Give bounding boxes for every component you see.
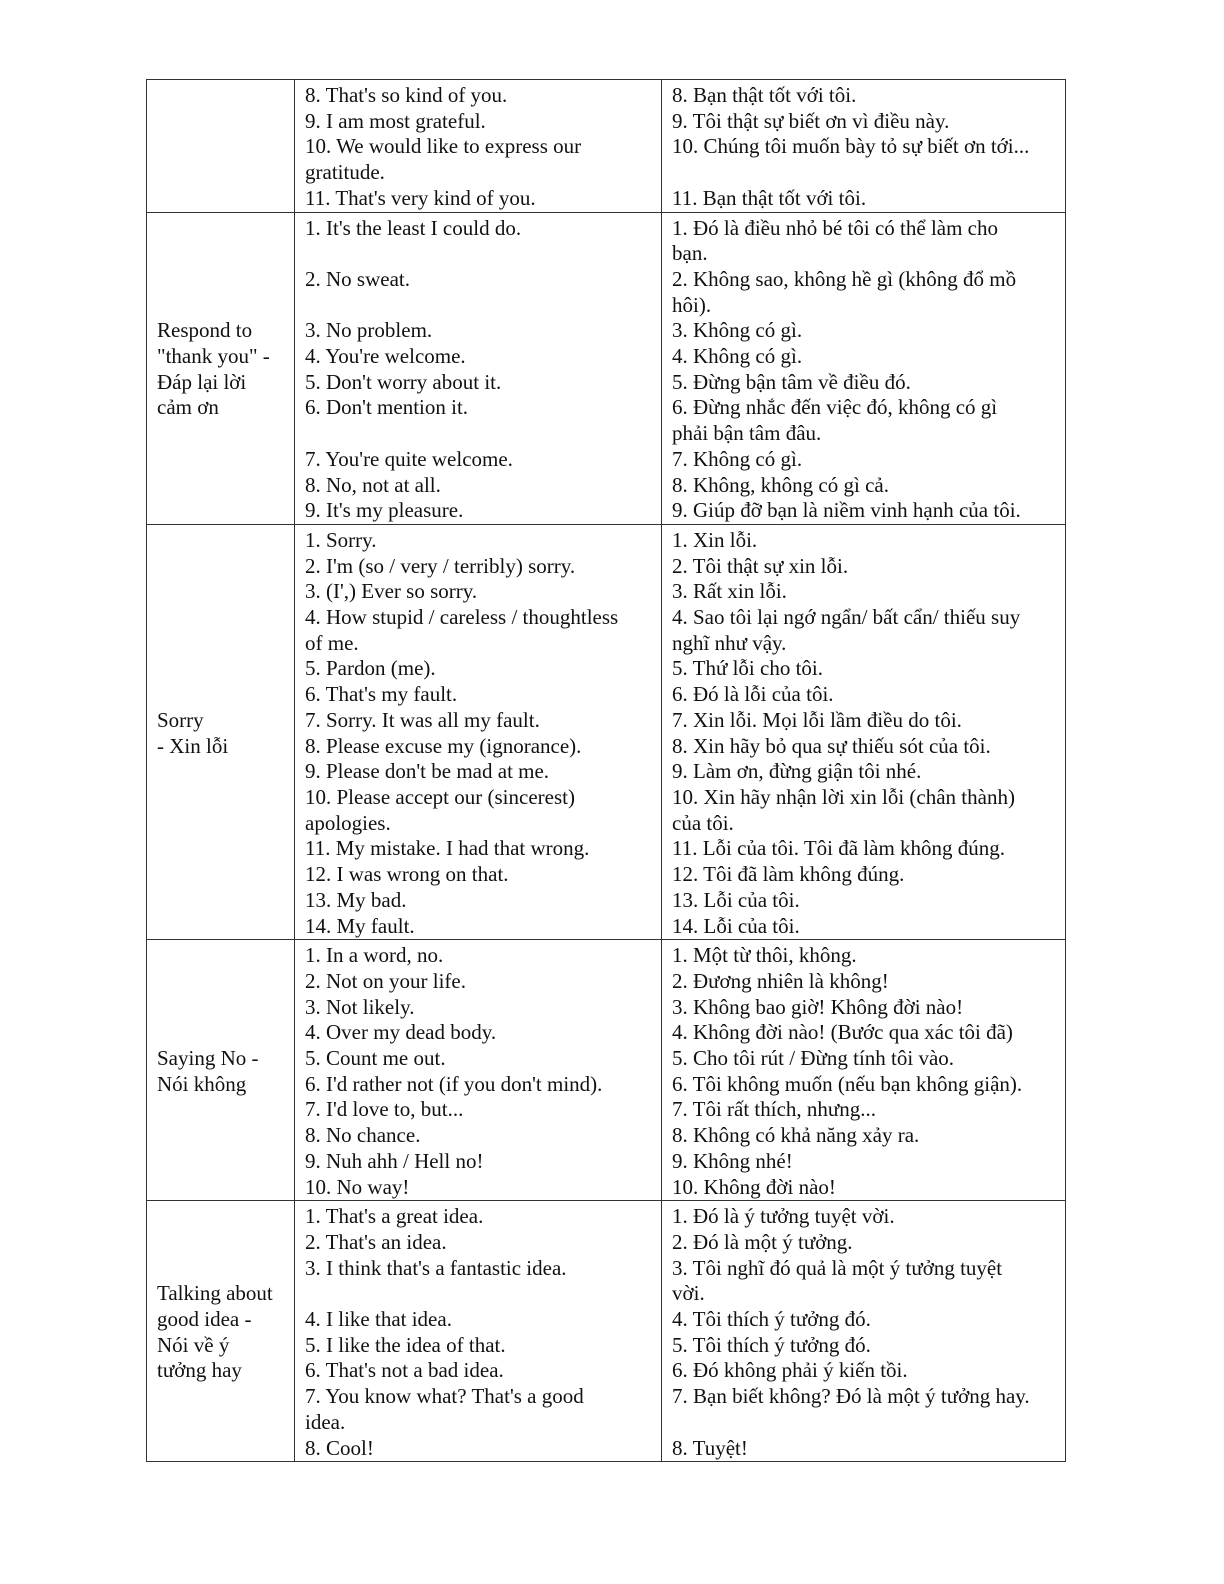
vietnamese-phrase-line: 3. Không có gì. [672, 318, 803, 343]
vietnamese-phrases-cell [662, 940, 1066, 1201]
table-row [147, 212, 1066, 524]
vietnamese-phrase-line: 2. Tôi thật sự xin lỗi. [672, 553, 849, 578]
english-phrase-line: 2. No sweat. [305, 266, 410, 291]
english-phrase-line: 7. I'd love to, but... [305, 1097, 464, 1122]
vietnamese-phrase-line: 1. Xin lỗi. [672, 527, 758, 552]
english-phrase-line: 7. You know what? That's a good [305, 1384, 584, 1409]
english-phrase-line: 7. Sorry. It was all my fault. [305, 707, 540, 732]
category-label: Talking about good idea - Nói về ý tưởng hay [157, 1281, 273, 1383]
vietnamese-phrase-line: 9. Giúp đỡ bạn là niềm vinh hạnh của tôi. [672, 498, 1021, 523]
vietnamese-phrase-line: 1. Một từ thôi, không. [672, 943, 857, 968]
vietnamese-phrase-line: của tôi. [672, 810, 734, 835]
english-phrase-line: 14. My fault. [305, 913, 415, 938]
vietnamese-phrase-line: 9. Tôi thật sự biết ơn vì điều này. [672, 108, 950, 133]
category-cell [147, 80, 295, 213]
english-phrase-line: 8. No chance. [305, 1123, 421, 1148]
english-phrase-line: of me. [305, 630, 359, 655]
english-phrase-line: 8. No, not at all. [305, 472, 441, 497]
english-phrases-cell [295, 524, 662, 939]
english-phrase-line: 1. It's the least I could do. [305, 215, 522, 240]
vietnamese-phrase-line: 11. Bạn thật tốt với tôi. [672, 185, 867, 210]
vietnamese-phrase-line: 8. Không có khả năng xảy ra. [672, 1123, 920, 1148]
english-phrase-line: 5. I like the idea of that. [305, 1332, 506, 1357]
english-phrase-line: 2. Not on your life. [305, 968, 466, 993]
vietnamese-phrase-line: 2. Đó là một ý tưởng. [672, 1229, 853, 1254]
vietnamese-phrase-line: 5. Tôi thích ý tưởng đó. [672, 1332, 871, 1357]
vietnamese-phrase-line: 10. Chúng tôi muốn bày tỏ sự biết ơn tới... [672, 134, 1030, 159]
english-phrase-line: 7. You're quite welcome. [305, 446, 513, 471]
category-cell [147, 524, 295, 939]
vietnamese-phrase-line: 7. Tôi rất thích, nhưng... [672, 1097, 877, 1122]
english-phrase-line: 8. That's so kind of you. [305, 83, 508, 107]
english-phrase-line: 9. I am most grateful. [305, 108, 486, 133]
english-phrase-line: 6. Don't mention it. [305, 395, 469, 420]
english-phrase-line: gratitude. [305, 160, 385, 185]
vietnamese-phrase-line: 5. Cho tôi rút / Đừng tính tôi vào. [672, 1046, 955, 1071]
blank-line [305, 293, 651, 319]
vietnamese-phrase-line: 8. Bạn thật tốt với tôi. [672, 83, 857, 107]
english-phrase-line: 4. Over my dead body. [305, 1020, 497, 1045]
vietnamese-phrase-line: 7. Xin lỗi. Mọi lỗi lầm điều do tôi. [672, 707, 962, 732]
vietnamese-phrases-cell [662, 1201, 1066, 1462]
english-phrase-line: 5. Pardon (me). [305, 656, 436, 681]
vietnamese-phrase-line: 9. Làm ơn, đừng giận tôi nhé. [672, 759, 922, 784]
english-phrase-line: 3. No problem. [305, 318, 433, 343]
vietnamese-phrase-line: phải bận tâm đâu. [672, 421, 822, 446]
table-row [147, 80, 1066, 213]
vietnamese-phrase-line: 6. Tôi không muốn (nếu bạn không giận). [672, 1071, 1023, 1096]
vietnamese-phrase-line: 1. Đó là điều nhỏ bé tôi có thể làm cho [672, 215, 999, 240]
english-phrase-line: 5. Count me out. [305, 1046, 446, 1071]
english-phrase-line: 4. How stupid / careless / thoughtless [305, 605, 619, 630]
english-phrase-line: 4. You're welcome. [305, 344, 466, 368]
vietnamese-phrase-line: vời. [672, 1281, 705, 1306]
blank-line [305, 1281, 651, 1307]
english-phrase-line: 2. That's an idea. [305, 1229, 447, 1254]
vietnamese-phrase-line: 8. Không, không có gì cả. [672, 472, 889, 497]
vietnamese-phrase-line: 5. Thứ lỗi cho tôi. [672, 656, 823, 681]
vietnamese-phrase-line: 4. Tôi thích ý tưởng đó. [672, 1307, 871, 1332]
vietnamese-phrase-line: 6. Đó là lỗi của tôi. [672, 682, 834, 707]
blank-line [305, 241, 651, 267]
english-phrase-line: 1. In a word, no. [305, 943, 444, 968]
vietnamese-phrase-line: 4. Không đời nào! (Bước qua xác tôi đã) [672, 1020, 1013, 1045]
english-phrase-line: 9. It's my pleasure. [305, 498, 464, 523]
english-phrase-line: 12. I was wrong on that. [305, 862, 509, 887]
english-phrase-line: 13. My bad. [305, 887, 407, 912]
category-cell [147, 1201, 295, 1462]
vietnamese-phrase-line: 10. Xin hãy nhận lời xin lỗi (chân thành) [672, 784, 1015, 809]
english-phrase-line: 10. No way! [305, 1174, 410, 1199]
category-label: Respond to "thank you" - Đáp lại lời cảm ơn [157, 318, 270, 420]
vietnamese-phrase-line: 8. Tuyệt! [672, 1435, 748, 1460]
table-row [147, 940, 1066, 1201]
english-phrase-line: 3. I think that's a fantastic idea. [305, 1255, 567, 1280]
blank-line [305, 421, 651, 447]
english-phrase-line: 10. We would like to express our [305, 134, 582, 159]
vietnamese-phrase-line: 1. Đó là ý tưởng tuyệt vời. [672, 1204, 895, 1229]
category-cell [147, 212, 295, 524]
vietnamese-phrase-line: 6. Đó không phải ý kiến tồi. [672, 1358, 908, 1383]
category-label: Sorry - Xin lỗi [157, 707, 229, 758]
vietnamese-phrase-line: 5. Đừng bận tâm về điều đó. [672, 369, 911, 394]
english-phrase-line: 8. Please excuse my (ignorance). [305, 733, 582, 758]
english-phrase-line: 8. Cool! [305, 1435, 374, 1460]
english-phrase-line: 6. That's not a bad idea. [305, 1358, 504, 1383]
vietnamese-phrase-line: 4. Sao tôi lại ngớ ngẩn/ bất cẩn/ thiếu suy [672, 605, 1021, 630]
table-row [147, 524, 1066, 939]
english-phrase-line: 10. Please accept our (sincerest) [305, 784, 575, 809]
english-phrase-line: 1. That's a great idea. [305, 1204, 484, 1229]
phrase-table-body [147, 80, 1066, 1462]
table-row [147, 1201, 1066, 1462]
english-phrases-cell [295, 940, 662, 1201]
blank-line [672, 1410, 1055, 1436]
vietnamese-phrase-line: 9. Không nhé! [672, 1148, 793, 1173]
vietnamese-phrases-cell [662, 80, 1066, 213]
english-phrase-line: 2. I'm (so / very / terribly) sorry. [305, 553, 576, 578]
blank-line [672, 160, 1055, 186]
english-phrases-cell [295, 1201, 662, 1462]
vietnamese-phrase-line: 7. Không có gì. [672, 446, 803, 471]
vietnamese-phrase-line: 10. Không đời nào! [672, 1174, 836, 1199]
vietnamese-phrase-line: 2. Đương nhiên là không! [672, 968, 889, 993]
english-phrase-line: 11. My mistake. I had that wrong. [305, 836, 590, 861]
english-phrase-line: 6. That's my fault. [305, 682, 458, 707]
english-phrase-line: apologies. [305, 810, 391, 835]
english-phrase-line: 6. I'd rather not (if you don't mind). [305, 1071, 603, 1096]
vietnamese-phrase-line: 3. Tôi nghĩ đó quả là một ý tưởng tuyệt [672, 1255, 1003, 1280]
vietnamese-phrase-line: 8. Xin hãy bỏ qua sự thiếu sót của tôi. [672, 733, 991, 758]
vietnamese-phrase-line: 6. Đừng nhắc đến việc đó, không có gì [672, 395, 998, 420]
vietnamese-phrase-line: 13. Lỗi của tôi. [672, 887, 800, 912]
english-phrases-cell [295, 212, 662, 524]
vietnamese-phrase-line: 11. Lỗi của tôi. Tôi đã làm không đúng. [672, 836, 1006, 861]
english-phrases-cell [295, 80, 662, 213]
phrase-table [146, 79, 1066, 1462]
vietnamese-phrase-line: 3. Không bao giờ! Không đời nào! [672, 994, 964, 1019]
vietnamese-phrases-cell [662, 524, 1066, 939]
vietnamese-phrase-line: 12. Tôi đã làm không đúng. [672, 862, 905, 887]
english-phrase-line: 5. Don't worry about it. [305, 369, 502, 394]
vietnamese-phrase-line: nghĩ như vậy. [672, 630, 787, 655]
vietnamese-phrase-line: bạn. [672, 241, 708, 266]
english-phrase-line: idea. [305, 1409, 346, 1434]
english-phrase-line: 3. (I',) Ever so sorry. [305, 579, 478, 604]
vietnamese-phrase-line: hôi). [672, 292, 712, 317]
english-phrase-line: 9. Please don't be mad at me. [305, 759, 550, 784]
vietnamese-phrase-line: 4. Không có gì. [672, 344, 803, 369]
english-phrase-line: 3. Not likely. [305, 994, 415, 1019]
vietnamese-phrase-line: 2. Không sao, không hề gì (không đổ mồ [672, 266, 1017, 291]
english-phrase-line: 9. Nuh ahh / Hell no! [305, 1148, 484, 1173]
english-phrase-line: 1. Sorry. [305, 527, 377, 552]
vietnamese-phrase-line: 3. Rất xin lỗi. [672, 579, 787, 604]
category-label: Saying No - Nói không [157, 1046, 259, 1096]
vietnamese-phrase-line: 14. Lỗi của tôi. [672, 913, 800, 938]
category-cell [147, 940, 295, 1201]
english-phrase-line: 4. I like that idea. [305, 1307, 452, 1332]
vietnamese-phrase-line: 7. Bạn biết không? Đó là một ý tưởng hay. [672, 1384, 1030, 1409]
english-phrase-line: 11. That's very kind of you. [305, 185, 536, 210]
vietnamese-phrases-cell [662, 212, 1066, 524]
